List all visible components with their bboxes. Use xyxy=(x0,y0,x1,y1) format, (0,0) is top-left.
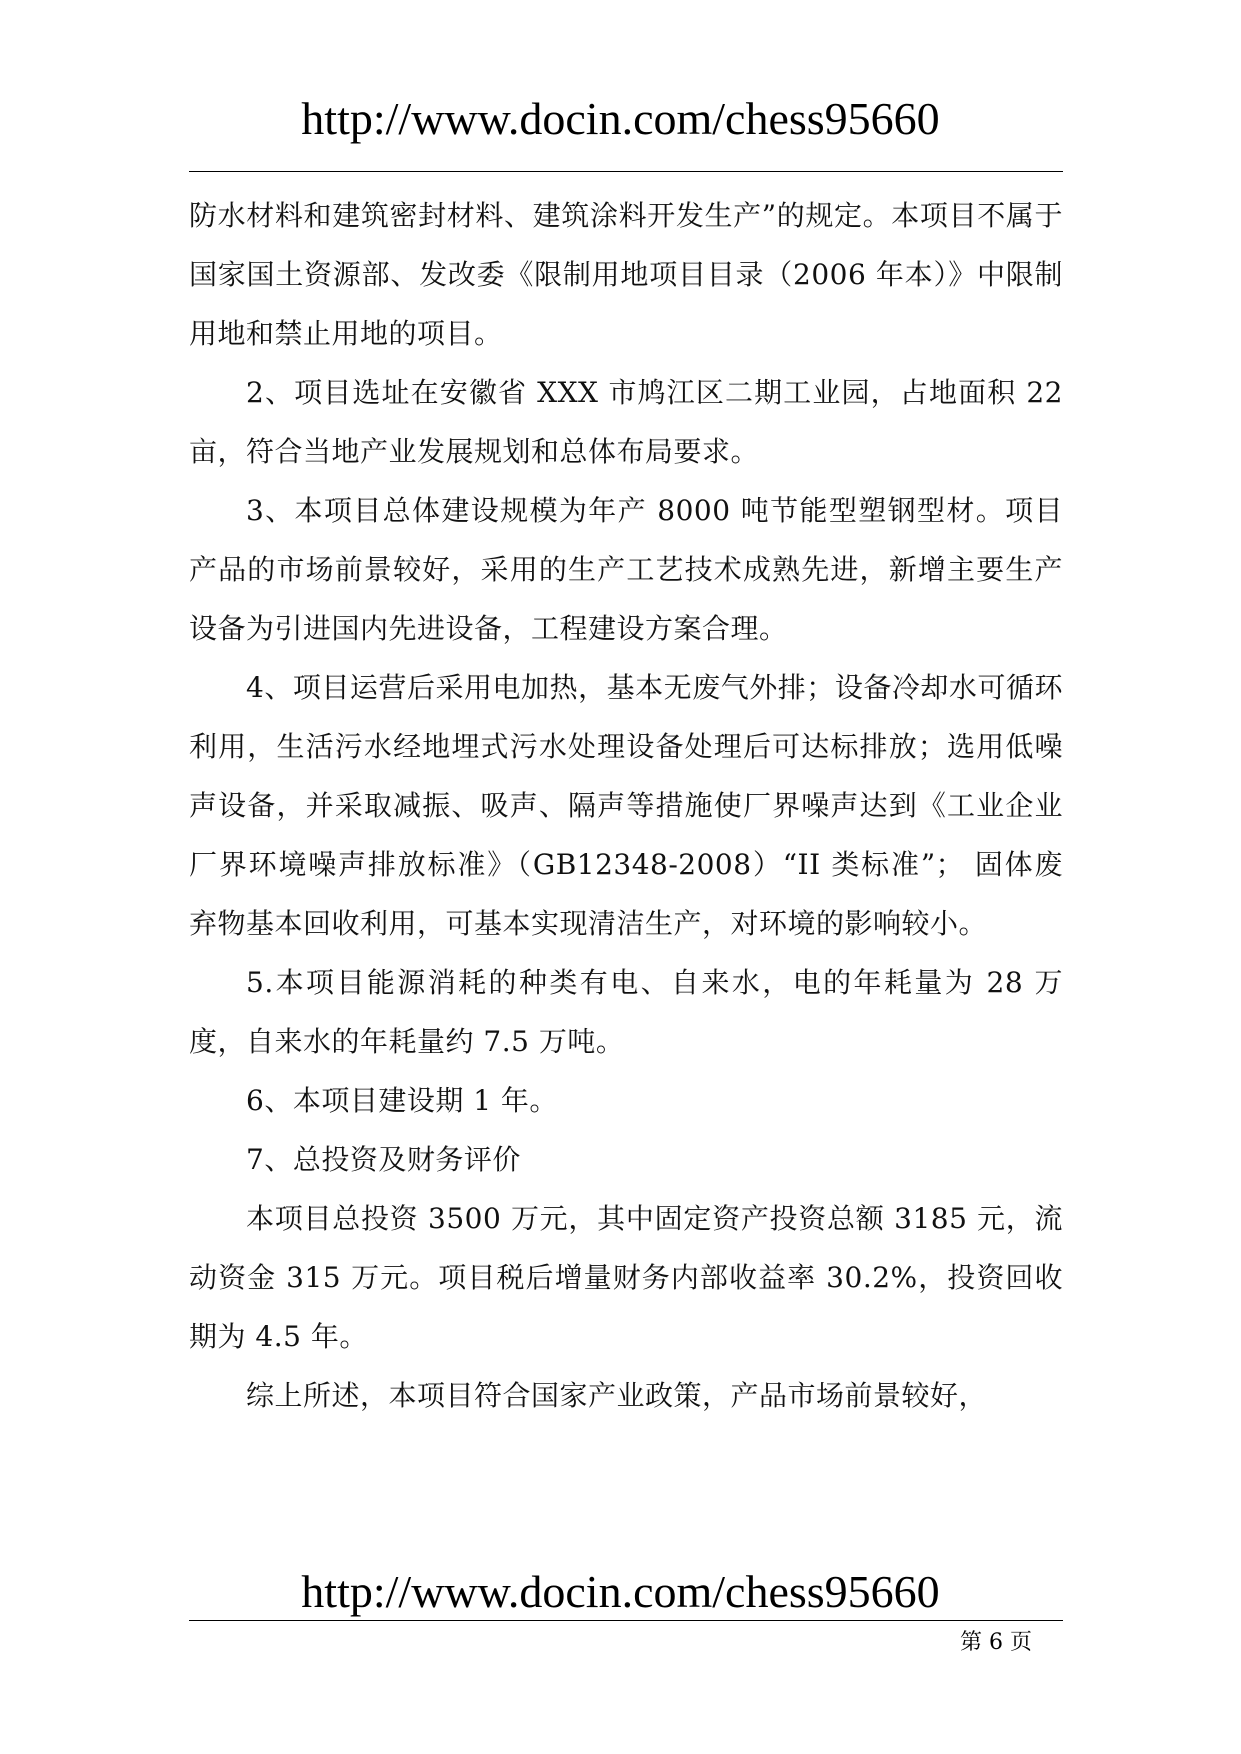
paragraph-investment: 本项目总投资 3500 万元，其中固定资产投资总额 3185 元，流动资金 315 万元。项目税后增量财务内部收益率 30.2%，投资回收期为 4.5 年。 xyxy=(189,1202,1063,1353)
paragraph-item-7-heading: 7、总投资及财务评价 xyxy=(246,1143,521,1176)
paragraph-continuation: 防水材料和建筑密封材料、建筑涂料开发生产”的规定。本项目不属于国家国土资源部、发改委《限制用地项目目录（2006 年本）》中限制用地和禁止用地的项目。 xyxy=(189,199,1063,350)
document-body xyxy=(189,186,1063,1425)
paragraph-item-3-scale: 3、本项目总体建设规模为年产 8000 吨节能型塑钢型材。项目产品的市场前景较好，采用的生产工艺技术成熟先进，新增主要生产设备为引进国内先进设备，工程建设方案合理。 xyxy=(189,494,1063,645)
paragraph-summary: 综上所述，本项目符合国家产业政策，产品市场前景较好， xyxy=(246,1379,988,1412)
paragraph-item-6-construction-period: 6、本项目建设期 1 年。 xyxy=(246,1084,558,1117)
paragraph-item-5-energy: 5.本项目能源消耗的种类有电、自来水，电的年耗量为 28 万度，自来水的年耗量约 7.5 万吨。 xyxy=(189,966,1063,1058)
paragraph-item-4-environment: 4、项目运营后采用电加热，基本无废气外排；设备冷却水可循环利用，生活污水经地埋式污水处理设备处理后可达标排放；选用低噪声设备，并采取减振、吸声、隔声等措施使厂界噪声达到《工业企业厂界环境噪声排放标准》（GB12348-2008）“II 类标准”； 固体废弃物基本回收利用，可基本实现清洁生产，对环境的影响较小。 xyxy=(189,671,1063,940)
header-rule xyxy=(189,171,1063,172)
header-url: http://www.docin.com/chess95660 xyxy=(301,93,940,144)
page-number: 第 6 页 xyxy=(960,1630,1032,1655)
footer-url: http://www.docin.com/chess95660 xyxy=(301,1566,940,1617)
paragraph-item-2-site: 2、项目选址在安徽省 XXX 市鸠江区二期工业园，占地面积 22 亩，符合当地产业发展规划和总体布局要求。 xyxy=(189,376,1063,468)
footer-rule xyxy=(189,1620,1063,1621)
